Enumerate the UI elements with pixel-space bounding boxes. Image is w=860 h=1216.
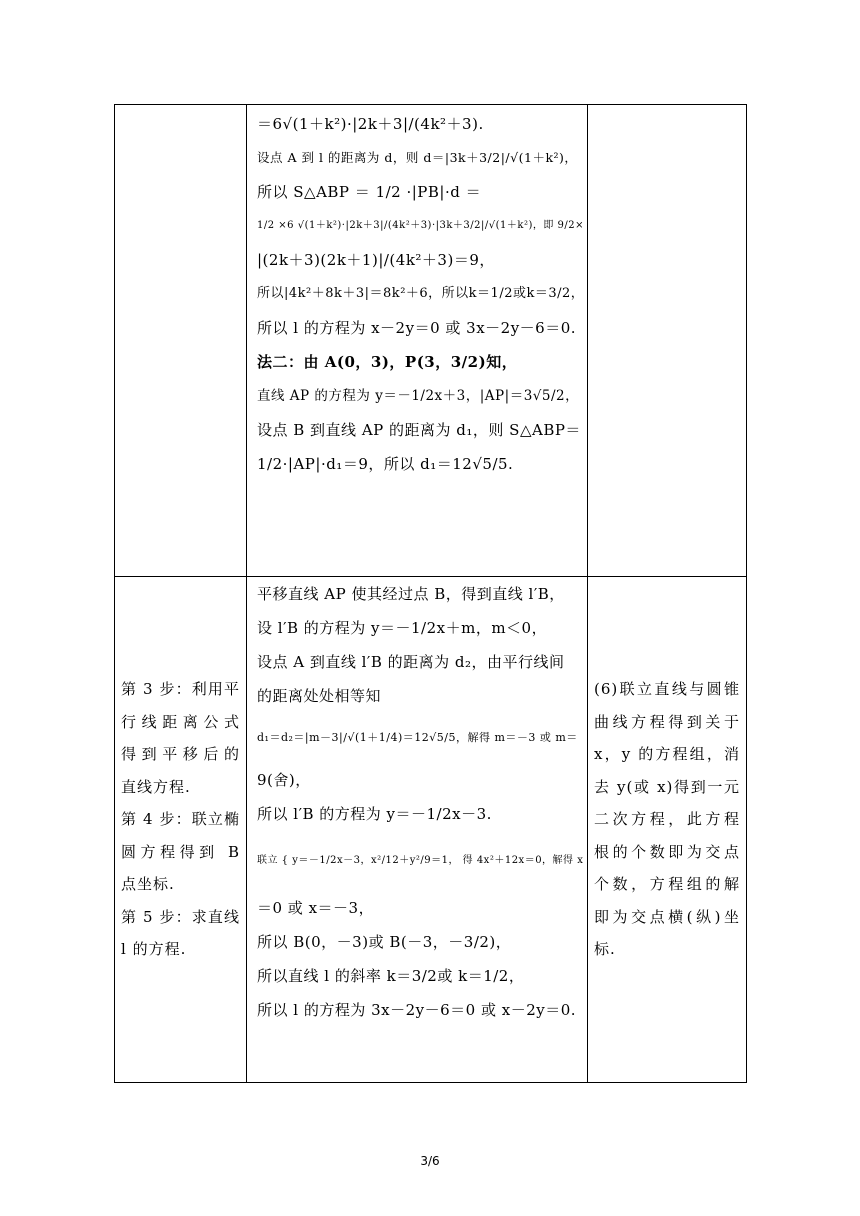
solution-line: 所以 S△ABP ＝ 1/2 ·|PB|·d ＝	[257, 183, 482, 201]
step-line: 直线方程.	[121, 777, 191, 796]
note-line: (6)联立直线与圆锥	[594, 680, 740, 698]
step-line: 行线距离公式	[121, 712, 240, 731]
solution-line: 的距离处处相等知	[257, 687, 382, 705]
note-line: 去 y(或 x)得到一元	[594, 777, 740, 796]
solution-line: 所以 l′B 的方程为 y＝－1/2x－3.	[257, 805, 492, 823]
solution-line: 所以 l 的方程为 x－2y＝0 或 3x－2y－6＝0.	[257, 319, 577, 337]
step-line: 第 4 步：联立椭	[121, 810, 240, 828]
solution-line: ＝6√(1＋k²)·|2k＋3|/(4k²＋3).	[257, 115, 484, 133]
solution-line: 1/2 ×6 √(1＋k²)·|2k＋3|/(4k²＋3)·|3k＋3/2|/√(1＋k²)，即 9/2×	[257, 220, 585, 231]
note-line: 二次方程，此方程	[594, 810, 740, 828]
note-line: 曲线方程得到关于	[594, 712, 740, 731]
solution-line: 所以直线 l 的斜率 k＝3/2或 k＝1/2，	[257, 967, 525, 985]
step-line: 圆方程得到 B	[121, 842, 240, 861]
solution-cell-1	[247, 105, 588, 577]
solution-line: ＝0 或 x＝－3，	[257, 899, 375, 917]
method-two-heading: 法二：由 A(0，3)，P(3，3/2)知，	[257, 353, 518, 371]
solution-cell-2	[247, 577, 588, 1083]
solution-line: 直线 AP 的方程为 y＝－1/2x＋3，|AP|＝3√5/2，	[257, 388, 580, 404]
note-line: 标.	[594, 940, 616, 958]
steps-cell-2	[115, 577, 247, 1083]
solution-line: d₁＝d₂＝|m－3|/√(1＋1/4)＝12√5/5，解得 m＝－3 或 m＝	[257, 731, 578, 744]
solution-line: 所以 B(0，－3)或 B(－3，－3/2)，	[257, 933, 512, 951]
step-line: 点坐标.	[121, 875, 175, 893]
solution-line: 设点 A 到 l 的距离为 d，则 d＝|3k＋3/2|/√(1＋k²)，	[257, 150, 578, 165]
note-line: 个数，方程组的解	[594, 875, 740, 893]
solution-line: |(2k＋3)(2k＋1)|/(4k²＋3)＝9，	[257, 251, 495, 269]
solution-line: 设点 A 到直线 l′B 的距离为 d₂，由平行线间	[257, 653, 565, 671]
solution-line: 平移直线 AP 使其经过点 B，得到直线 l′B，	[257, 585, 565, 603]
step-line: 第 3 步：利用平	[121, 680, 240, 698]
table-row-2	[115, 577, 747, 1083]
solution-line: 9(舍)，	[257, 771, 311, 789]
steps-cell-1	[115, 105, 247, 577]
system-of-equations: 联立 { y＝－1/2x－3，x²/12＋y²/9＝1， 得 4x²＋12x＝0，解得 x	[257, 855, 584, 866]
note-line: 根的个数即为交点	[594, 842, 740, 861]
step-line: l 的方程.	[121, 940, 187, 958]
notes-cell-2	[588, 577, 747, 1083]
step-line: 第 5 步：求直线	[121, 907, 240, 926]
page-number: 3/6	[420, 1154, 440, 1168]
solution-table	[114, 104, 747, 1083]
note-line: x，y 的方程组，消	[594, 745, 740, 763]
solution-line: 所以 l 的方程为 3x－2y－6＝0 或 x－2y＝0.	[257, 1001, 577, 1019]
notes-cell-1	[588, 105, 747, 577]
note-line: 即为交点横(纵)坐	[594, 907, 740, 926]
solution-line: 设点 B 到直线 AP 的距离为 d₁，则 S△ABP＝	[257, 421, 581, 439]
step-line: 得到平移后的	[121, 745, 240, 763]
solution-line: 设 l′B 的方程为 y＝－1/2x＋m，m＜0，	[257, 619, 548, 637]
solution-line: 所以|4k²＋8k＋3|＝8k²＋6，所以k＝1/2或k＝3/2，	[257, 286, 585, 301]
solution-line: 1/2·|AP|·d₁＝9，所以 d₁＝12√5/5.	[257, 455, 514, 473]
table-row-1	[115, 105, 747, 577]
